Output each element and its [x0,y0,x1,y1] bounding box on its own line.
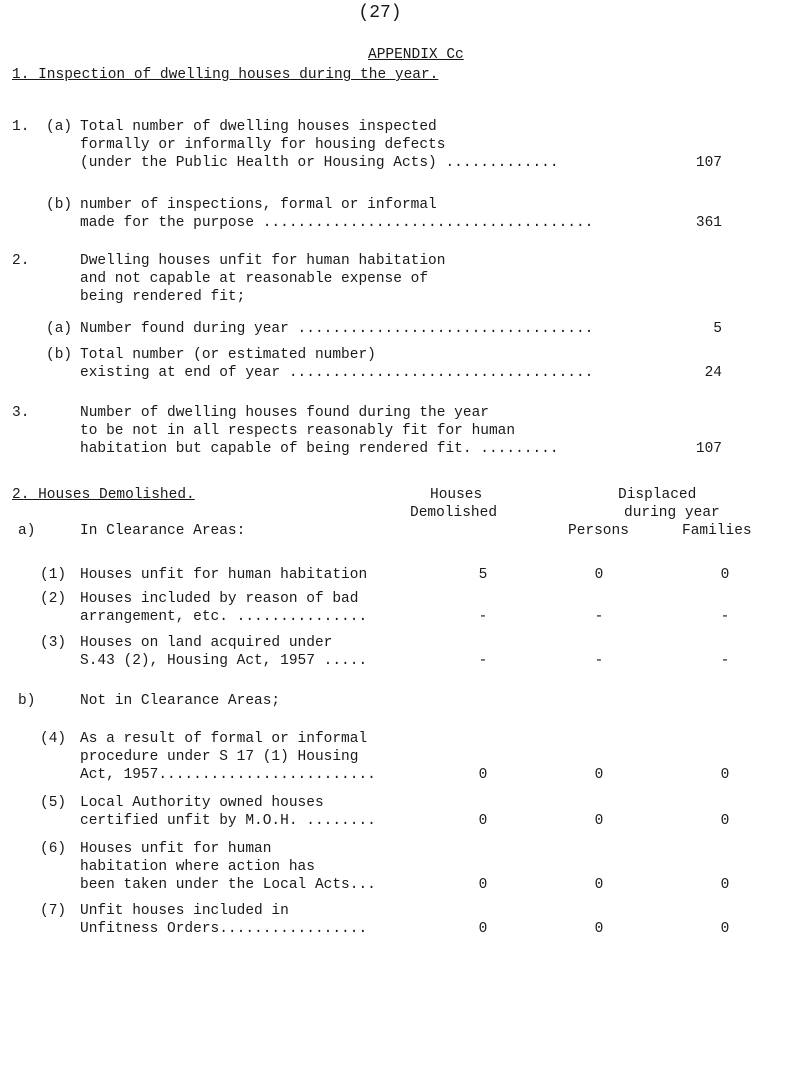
item1b-label: (b) [46,197,73,213]
item2-line3: being rendered fit; [80,289,246,305]
row-families: 0 [720,813,730,829]
section2-heading: 2. Houses Demolished. [12,487,195,503]
row-families: 0 [720,877,730,893]
row-description: Unfitness Orders................. [80,921,368,937]
row-description: Act, 1957......................... [80,767,376,783]
row-number: (2) [40,591,67,607]
item2-line1: Dwelling houses unfit for human habitation [80,253,446,269]
row-houses: 0 [478,921,488,937]
item1a-line1: Total number of dwelling houses inspected [80,119,437,135]
item1b-value: 361 [695,215,722,231]
item2a-label: (a) [46,321,73,337]
row-persons: 0 [594,877,604,893]
row-persons: 0 [594,567,604,583]
col-houses-line2: Demolished [410,505,498,521]
row-persons: 0 [594,921,604,937]
col-houses-line1: Houses [430,487,483,503]
row-persons: - [594,653,604,669]
section1-heading: 1. Inspection of dwelling houses during the year. [12,67,439,83]
row-houses: 0 [478,767,488,783]
row-description: procedure under S 17 (1) Housing [80,749,359,765]
clearance-a-title: In Clearance Areas: [80,523,246,539]
item1b-line2: made for the purpose ...................................... [80,215,594,231]
row-number: (7) [40,903,67,919]
item3-number: 3. [12,405,30,421]
item3-line1: Number of dwelling houses found during the year [80,405,489,421]
row-houses: 0 [478,813,488,829]
appendix-label: APPENDIX Cc [368,47,464,63]
row-houses: - [478,653,488,669]
row-description: Houses unfit for human habitation [80,567,368,583]
clearance-a-label: a) [18,523,36,539]
row-description: certified unfit by M.O.H. ........ [80,813,376,829]
row-description: Houses included by reason of bad [80,591,359,607]
row-houses: 0 [478,877,488,893]
item3-line3: habitation but capable of being rendered fit. ......... [80,441,559,457]
col-displaced-line1: Displaced [618,487,697,503]
row-number: (5) [40,795,67,811]
item2-number: 2. [12,253,30,269]
item1a-label: (a) [46,119,73,135]
row-description: As a result of formal or informal [80,731,368,747]
row-number: (6) [40,841,67,857]
row-description: Unfit houses included in [80,903,289,919]
row-number: (3) [40,635,67,651]
item1-number: 1. [12,119,30,135]
row-description: been taken under the Local Acts... [80,877,376,893]
row-description: arrangement, etc. ............... [80,609,368,625]
row-description: habitation where action has [80,859,315,875]
col-persons: Persons [568,523,629,539]
row-description: S.43 (2), Housing Act, 1957 ..... [80,653,368,669]
item2b-line1: Total number (or estimated number) [80,347,376,363]
col-displaced-line2: during year [624,505,720,521]
col-families: Families [682,523,752,539]
row-persons: 0 [594,813,604,829]
page-number: (27) [358,3,402,23]
row-description: Houses unfit for human [80,841,272,857]
row-families: - [720,609,730,625]
item1b-line1: number of inspections, formal or informal [80,197,437,213]
row-persons: - [594,609,604,625]
row-persons: 0 [594,767,604,783]
row-description: Houses on land acquired under [80,635,333,651]
row-families: - [720,653,730,669]
item3-value: 107 [695,441,722,457]
item2a-value: 5 [713,321,722,337]
item1a-line2: formally or informally for housing defects [80,137,446,153]
item2b-label: (b) [46,347,73,363]
row-families: 0 [720,921,730,937]
item2b-line2: existing at end of year ................................... [80,365,594,381]
row-houses: - [478,609,488,625]
row-houses: 5 [478,567,488,583]
item1a-value: 107 [695,155,722,171]
item3-line2: to be not in all respects reasonably fit for human [80,423,516,439]
row-description: Local Authority owned houses [80,795,324,811]
clearance-b-label: b) [18,693,36,709]
row-number: (1) [40,567,67,583]
row-families: 0 [720,567,730,583]
item2a-text: Number found during year .................................. [80,321,594,337]
item1a-line3: (under the Public Health or Housing Acts) ............. [80,155,559,171]
item2-line2: and not capable at reasonable expense of [80,271,429,287]
clearance-b-title: Not in Clearance Areas; [80,693,281,709]
row-number: (4) [40,731,67,747]
item2b-value: 24 [704,365,722,381]
row-families: 0 [720,767,730,783]
